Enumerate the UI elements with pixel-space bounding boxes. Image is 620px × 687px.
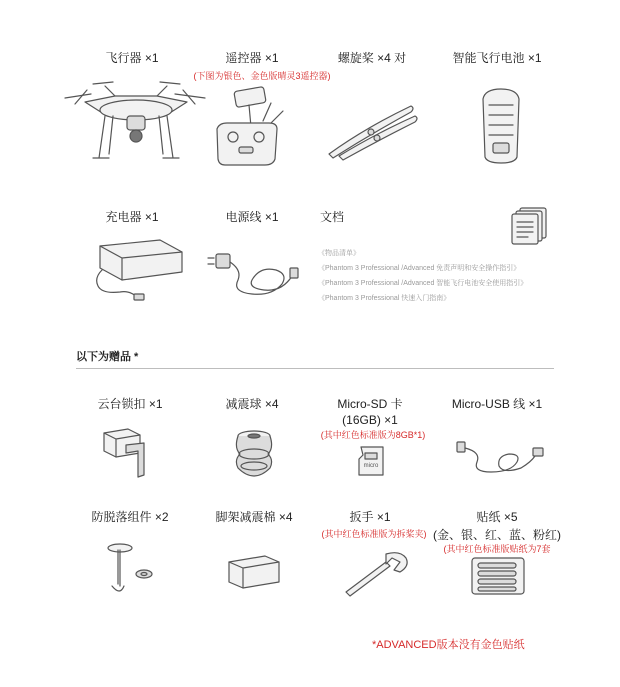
stickers-label: 贴纸 ×5: [476, 510, 518, 524]
microsd-note: (其中红色标准版为8GB*1): [320, 430, 426, 440]
usb-cable-label: Micro-USB 线 ×1: [451, 397, 543, 411]
foot-foam-label: 脚架减震棉 ×4: [215, 510, 293, 524]
anti-drop-label: 防脱落组件 ×2: [91, 510, 169, 524]
anti-drop-image: [100, 540, 160, 600]
wrench-label: 扳手 ×1: [349, 510, 391, 524]
damping-balls-label: 减震球 ×4: [225, 397, 279, 411]
gimbal-clamp-image: [100, 425, 160, 480]
microsd-title: Micro-SD 卡: [337, 397, 403, 411]
svg-text:micro: micro: [363, 463, 379, 469]
microsd-image: [355, 445, 389, 477]
wrench-note: (其中红色标准版为拆桨夹): [321, 529, 427, 539]
battery-image: [475, 85, 525, 165]
doc-line-4: 《Phantom 3 Professional 快速入门指南》: [318, 295, 451, 302]
doc-line-1: 《物品清单》: [318, 250, 360, 257]
power-cable-image: [212, 240, 302, 302]
wrench-image: [340, 550, 412, 598]
aircraft-label: 飞行器 ×1: [105, 51, 159, 65]
propellers-label: 螺旋桨 ×4 对: [337, 51, 407, 65]
documents-icon: [510, 208, 550, 246]
footnote: *ADVANCED版本没有金色贴纸: [372, 639, 525, 651]
section-divider: [76, 368, 554, 369]
gimbal-clamp-label: 云台锁扣 ×1: [97, 397, 163, 411]
aircraft-image: [65, 80, 205, 170]
gifts-heading: 以下为赠品 *: [76, 351, 139, 363]
doc-line-3: 《Phantom 3 Professional /Advanced 智能飞行电池安全使用指引》: [318, 280, 528, 287]
usb-cable-image: [455, 438, 545, 478]
sticker-note: (其中红色标准版贴纸为7套: [443, 544, 551, 554]
propellers-image: [325, 100, 420, 160]
charger-image: [90, 238, 190, 304]
battery-label: 智能飞行电池 ×1: [452, 51, 542, 65]
stickers-image: [470, 556, 526, 596]
power-cable-label: 电源线 ×1: [225, 210, 279, 224]
documents-label: 文档: [319, 210, 345, 224]
microsd-size: (16GB) ×1: [342, 413, 398, 427]
foot-foam-image: [225, 552, 285, 592]
damping-balls-image: [230, 428, 278, 478]
sticker-colors: (金、银、红、蓝、粉红): [433, 528, 561, 542]
remote-image: [213, 85, 293, 170]
remote-label: 遥控器 ×1: [225, 51, 279, 65]
doc-line-2: 《Phantom 3 Professional /Advanced 免责声明和安全操作指引》: [318, 265, 521, 272]
charger-label: 充电器 ×1: [105, 210, 159, 224]
remote-note: (下图为银色、金色版晴灵3遥控器): [193, 71, 331, 81]
